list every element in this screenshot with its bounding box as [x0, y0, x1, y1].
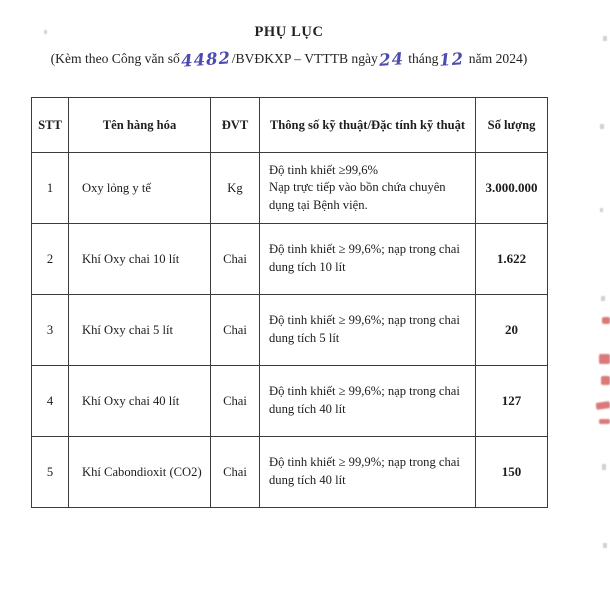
cell-unit: Chai: [211, 295, 260, 366]
cell-spec: [260, 153, 476, 224]
cell-spec: [260, 295, 476, 366]
cell-stt: 3: [32, 295, 69, 366]
handwritten-doc-number: 4482: [180, 48, 232, 71]
cell-stt: 1: [32, 153, 69, 224]
document-page: [0, 24, 578, 508]
cell-stt: 5: [32, 437, 69, 508]
spec-line-1: Độ tinh khiết ≥ 99,6%; nạp trong chai dung tích 40 lít: [269, 384, 460, 416]
cell-unit: Chai: [211, 366, 260, 437]
scan-speck: [601, 296, 605, 301]
subtitle-line: [0, 48, 578, 71]
table-row: [32, 437, 548, 508]
subtitle-text-4: năm 2024): [465, 51, 528, 66]
scan-speck: [44, 30, 47, 34]
col-header-spec: Thông số kỹ thuật/Đặc tính kỹ thuật: [260, 98, 476, 153]
scan-speck: [602, 464, 606, 470]
table-header-row: [32, 98, 548, 153]
table-row: [32, 153, 548, 224]
cell-name: Khí Oxy chai 5 lít: [69, 295, 211, 366]
cell-qty: 150: [476, 437, 548, 508]
cell-qty: 3.000.000: [476, 153, 548, 224]
spec-line-1: Độ tinh khiết ≥99,6%: [269, 162, 379, 177]
table-row: [32, 295, 548, 366]
cell-qty: 20: [476, 295, 548, 366]
cell-spec: [260, 224, 476, 295]
scan-speck: [603, 36, 607, 41]
cell-spec: [260, 437, 476, 508]
red-ink-bleed-mark: [596, 401, 610, 410]
spec-line-2: Nạp trực tiếp vào bồn chứa chuyên dụng tại Bệnh viện.: [269, 180, 446, 212]
scan-speck: [600, 124, 604, 129]
col-header-name: Tên hàng hóa: [69, 98, 211, 153]
items-table: [31, 97, 548, 508]
cell-name: Khí Oxy chai 40 lít: [69, 366, 211, 437]
cell-qty: 1.622: [476, 224, 548, 295]
cell-unit: Kg: [211, 153, 260, 224]
table-row: [32, 224, 548, 295]
col-header-stt: STT: [32, 98, 69, 153]
cell-unit: Chai: [211, 437, 260, 508]
subtitle-text-2: /BVĐKXP – VTTTB ngày: [231, 51, 378, 66]
table-row: [32, 366, 548, 437]
spec-line-1: Độ tinh khiết ≥ 99,9%; nạp trong chai dung tích 40 lít: [269, 455, 460, 487]
col-header-unit: ĐVT: [211, 98, 260, 153]
handwritten-day: 24: [378, 49, 405, 70]
page-title: PHỤ LỤC: [254, 24, 324, 40]
subtitle-text-3: tháng: [404, 51, 439, 66]
cell-name: Khí Cabondioxit (CO2): [69, 437, 211, 508]
cell-qty: 127: [476, 366, 548, 437]
cell-stt: 4: [32, 366, 69, 437]
scan-speck: [603, 543, 607, 548]
spec-line-1: Độ tinh khiết ≥ 99,6%; nạp trong chai dung tích 5 lít: [269, 313, 460, 345]
cell-name: Khí Oxy chai 10 lít: [69, 224, 211, 295]
handwritten-month: 12: [438, 49, 466, 70]
scan-speck: [600, 208, 603, 212]
red-ink-bleed-mark: [599, 354, 610, 364]
spec-line-1: Độ tinh khiết ≥ 99,6%; nạp trong chai dung tích 10 lít: [269, 242, 460, 274]
cell-unit: Chai: [211, 224, 260, 295]
red-ink-bleed-mark: [601, 376, 610, 385]
subtitle-text-1: (Kèm theo Công văn số: [50, 51, 180, 66]
col-header-qty: Số lượng: [476, 98, 548, 153]
red-ink-bleed-mark: [599, 419, 610, 424]
cell-stt: 2: [32, 224, 69, 295]
cell-name: Oxy lỏng y tế: [69, 153, 211, 224]
red-ink-bleed-mark: [602, 317, 610, 324]
cell-spec: [260, 366, 476, 437]
